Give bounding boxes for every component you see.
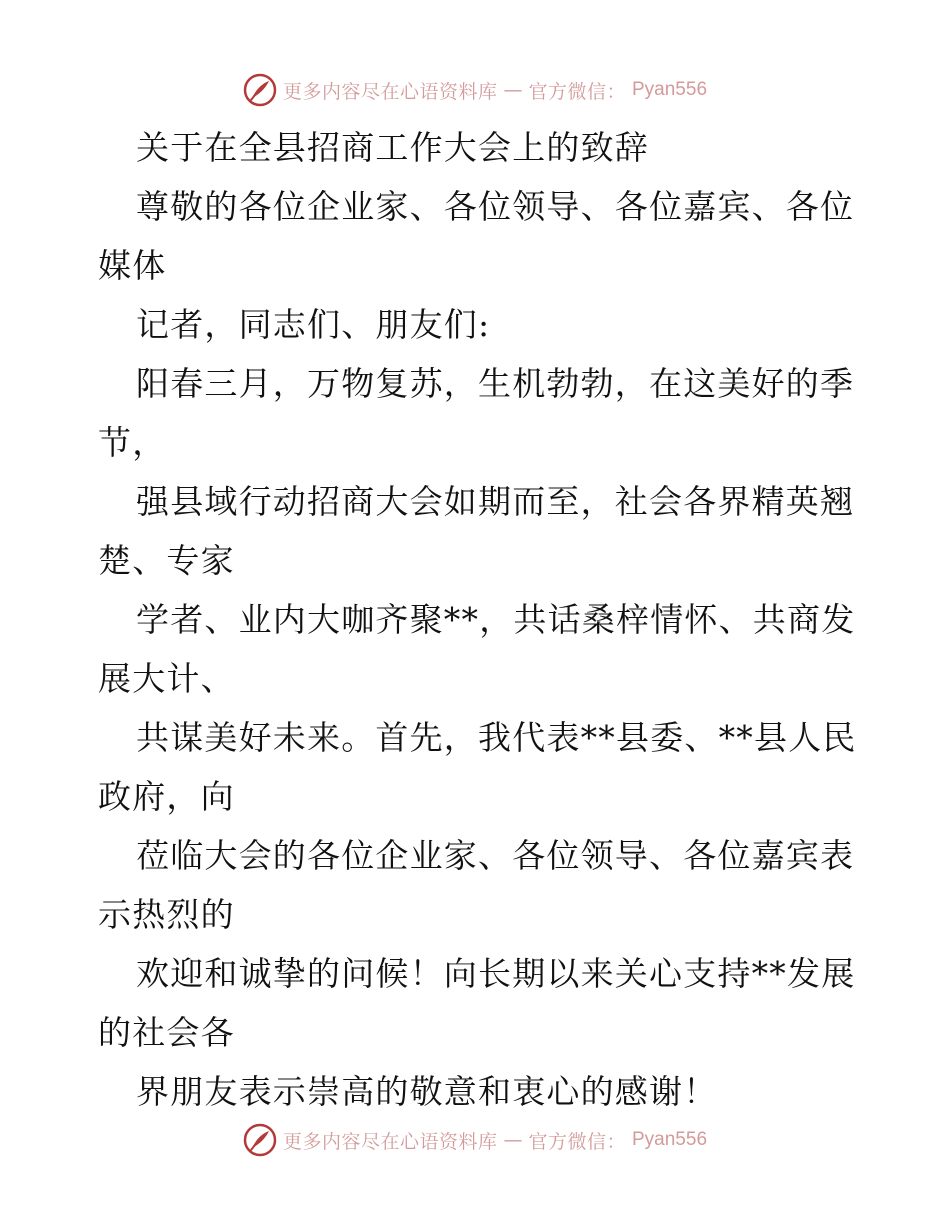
paragraph-line: 记者，同志们、朋友们: <box>136 305 491 344</box>
watermark-label: 官方微信： <box>528 80 626 103</box>
paragraph-line: 莅临大会的各位企业家、各位领导、各位嘉宾表 <box>136 836 855 875</box>
watermark-label: 官方微信： <box>528 1130 626 1153</box>
document-title: 关于在全县招商工作大会上的致辞 <box>136 128 649 167</box>
paragraph-line: 楚、专家 <box>98 541 235 580</box>
paragraph-line: 欢迎和诚挚的问候！向长期以来关心支持**发展 <box>136 954 856 993</box>
paragraph-line: 学者、业内大咖齐聚**，共话桑梓情怀、共商发 <box>136 600 856 639</box>
header-watermark <box>0 70 950 110</box>
document-body <box>98 118 857 1121</box>
watermark-wechat-id: Pyan556 <box>632 1129 708 1150</box>
paragraph-line: 节， <box>98 423 167 462</box>
feather-pen-logo-icon <box>243 73 277 107</box>
paragraph-line: 界朋友表示崇高的敬意和衷心的感谢！ <box>136 1072 718 1111</box>
paragraph-line: 媒体 <box>98 246 167 285</box>
paragraph-line: 阳春三月，万物复苏，生机勃勃，在这美好的季 <box>136 364 855 403</box>
watermark-text: 更多内容尽在心语资料库 <box>282 80 498 103</box>
paragraph-line: 强县域行动招商大会如期而至，社会各界精英翘 <box>136 482 855 521</box>
feather-pen-logo-icon <box>243 1123 277 1157</box>
paragraph-line: 政府，向 <box>98 777 235 816</box>
paragraph-line: 展大计、 <box>98 659 235 698</box>
paragraph-line: 共谋美好未来。首先，我代表**县委、**县人民 <box>136 718 857 757</box>
paragraph-line: 的社会各 <box>98 1013 235 1052</box>
paragraph-line: 尊敬的各位企业家、各位领导、各位嘉宾、各位 <box>136 187 855 226</box>
footer-watermark <box>0 1120 950 1160</box>
watermark-separator: — <box>503 1129 523 1151</box>
paragraph-line: 示热烈的 <box>98 895 235 934</box>
watermark-wechat-id: Pyan556 <box>632 79 708 100</box>
watermark-separator: — <box>503 79 523 101</box>
watermark-text: 更多内容尽在心语资料库 <box>282 1130 498 1153</box>
